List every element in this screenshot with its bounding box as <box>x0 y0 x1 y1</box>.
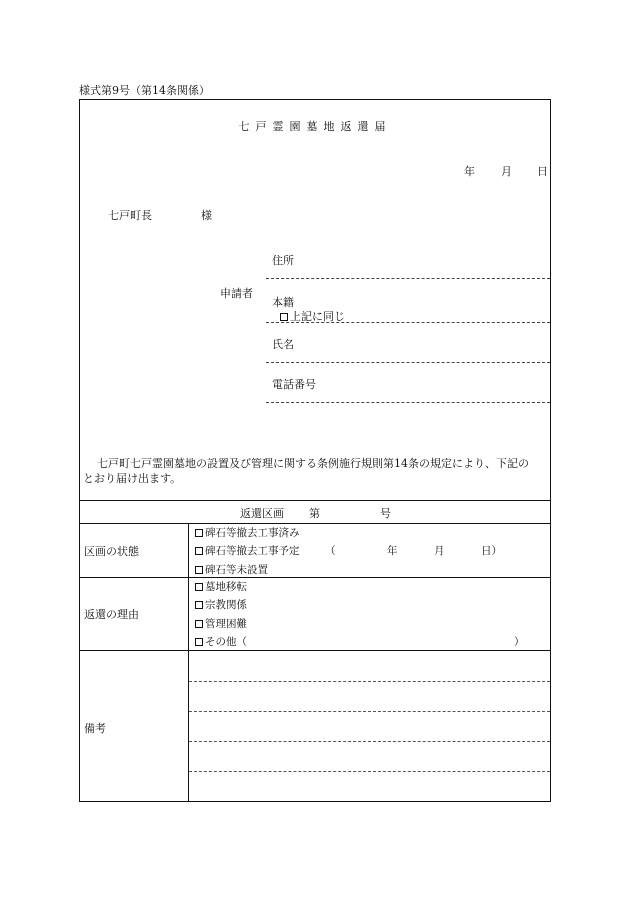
plot-label: 返還区画 <box>240 507 284 520</box>
reason-option-other[interactable] <box>195 634 247 649</box>
divider <box>79 523 551 524</box>
status-option-completed[interactable] <box>195 525 300 540</box>
status-option-label: 碑石等未設置 <box>205 564 268 576</box>
status-option-label: 碑石等撤去工事予定 <box>205 545 300 557</box>
reason-checkbox[interactable] <box>195 638 203 646</box>
domicile-label: 本籍 <box>272 296 294 309</box>
applicant-label: 申請者 <box>220 287 253 300</box>
reason-option-label: 墓地移転 <box>205 581 247 593</box>
reason-option-label: その他（ <box>205 636 247 648</box>
remarks-line[interactable] <box>189 711 550 712</box>
statement-line-2: とおり届け出ます。 <box>83 472 182 485</box>
phone-field[interactable] <box>266 402 550 403</box>
plot-number-prefix: 第 <box>309 507 320 520</box>
reason-checkbox[interactable] <box>195 620 203 628</box>
date-month-label: 月 <box>501 165 512 178</box>
statement-line-1: 七戸町七戸霊園墓地の設置及び管理に関する条例施行規則第14条の規定により、下記の <box>97 457 529 470</box>
divider <box>79 500 551 501</box>
reason-option-religion[interactable] <box>195 597 247 612</box>
domicile-field[interactable] <box>266 322 550 323</box>
reason-option-difficulty[interactable] <box>195 616 247 631</box>
name-field[interactable] <box>266 362 550 363</box>
reason-checkbox[interactable] <box>195 601 203 609</box>
status-option-label: 碑石等撤去工事済み <box>205 527 300 539</box>
status-option-none[interactable] <box>195 562 268 577</box>
reason-option-label: 宗教関係 <box>205 599 247 611</box>
address-label: 住所 <box>272 254 294 267</box>
page-title: 七戸霊園墓地返還届 <box>238 120 392 133</box>
address-field[interactable] <box>266 278 550 279</box>
divider <box>79 650 551 651</box>
status-option-scheduled[interactable] <box>195 543 300 558</box>
plot-number-suffix: 号 <box>380 507 391 520</box>
divider <box>79 577 551 578</box>
form-frame <box>79 99 551 802</box>
phone-label: 電話番号 <box>272 378 316 391</box>
schedule-year-label: 年 <box>387 545 398 557</box>
reason-option-label: 管理困難 <box>205 618 247 630</box>
reason-checkbox[interactable] <box>195 583 203 591</box>
same-as-above-label: 上記に同じ <box>290 310 345 323</box>
date-day-label: 日 <box>537 165 548 178</box>
schedule-open-paren: （ <box>325 545 336 557</box>
date-year-label: 年 <box>464 165 475 178</box>
status-checkbox[interactable] <box>195 547 203 555</box>
remarks-line[interactable] <box>189 771 550 772</box>
reason-other-close-paren: ） <box>514 636 525 648</box>
schedule-day-label: 日） <box>481 545 502 557</box>
schedule-month-label: 月 <box>434 545 445 557</box>
reason-option-relocation[interactable] <box>195 579 247 594</box>
remarks-label: 備考 <box>84 722 106 735</box>
name-label: 氏名 <box>272 338 294 351</box>
reason-label: 返還の理由 <box>84 608 139 621</box>
same-as-above-checkbox[interactable] <box>280 313 288 321</box>
form-reference: 様式第9号（第14条関係） <box>79 84 210 97</box>
plot-status-label: 区画の状態 <box>84 545 139 558</box>
remarks-line[interactable] <box>189 681 550 682</box>
recipient-mayor: 七戸町長 <box>108 209 152 222</box>
divider <box>188 523 189 802</box>
recipient-honorific: 様 <box>201 209 212 222</box>
status-checkbox[interactable] <box>195 566 203 574</box>
status-checkbox[interactable] <box>195 529 203 537</box>
remarks-line[interactable] <box>189 741 550 742</box>
